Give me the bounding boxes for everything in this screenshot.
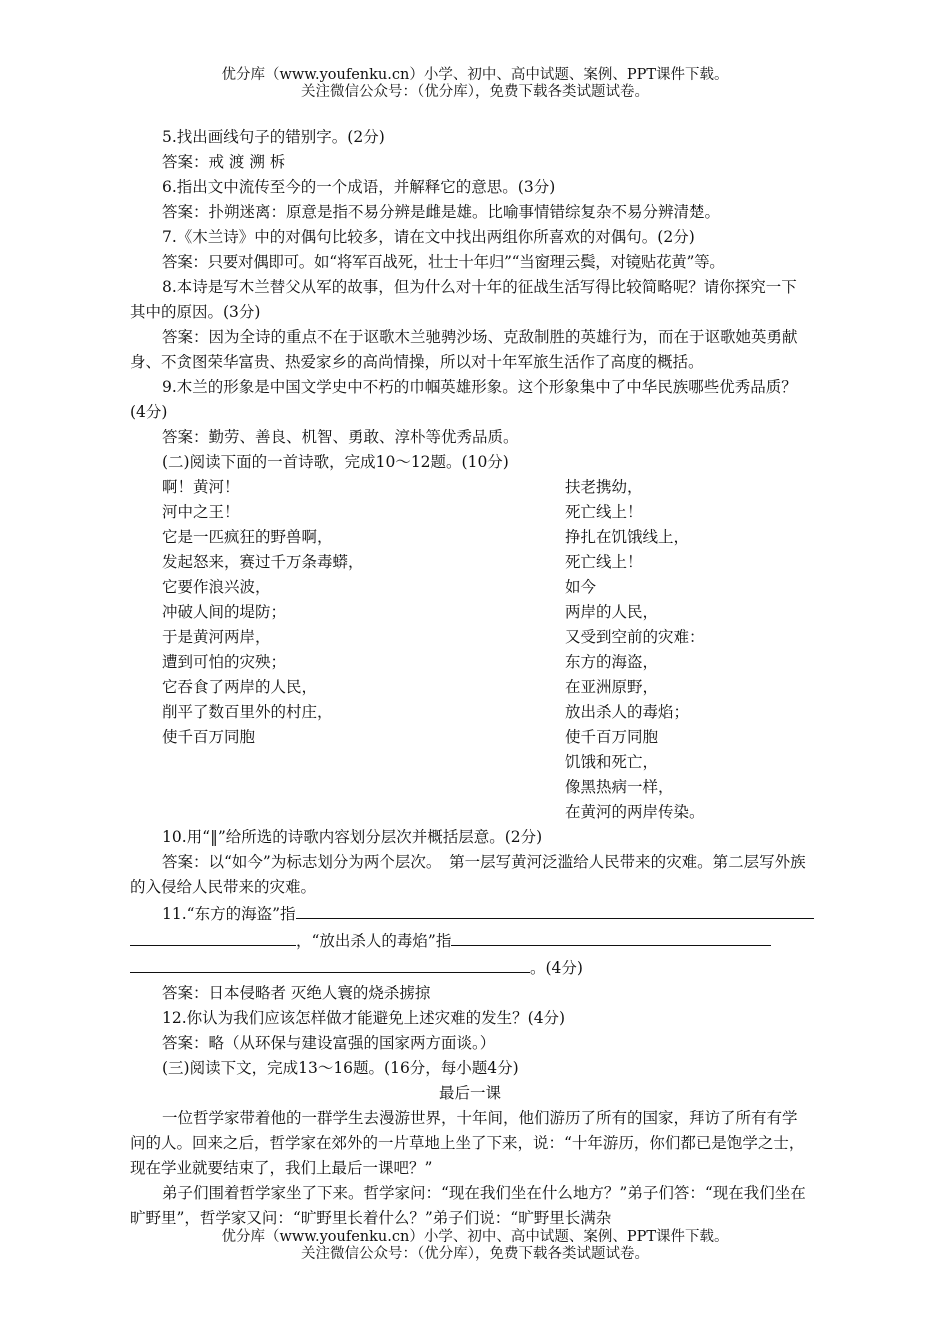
answer-blank-2[interactable] (451, 927, 771, 946)
answer-8: 答案：因为全诗的重点不在于讴歌木兰驰骋沙场、克敌制胜的英雄行为，而在于讴歌她英勇献身、不贪图荣华富贵、热爱家乡的高尚情操，所以对十年军旅生活作了高度的概括。 (130, 328, 798, 371)
document-body (130, 125, 810, 1231)
poem-line: 它要作浪兴波， (162, 578, 271, 596)
poem-line: 在黄河的两岸传染。 (565, 803, 705, 821)
poem-line: 河中之王！ (162, 503, 240, 521)
story-paragraph-2: 弟子们围着哲学家坐了下来。哲学家问：“现在我们坐在什么地方？”弟子们答：“现在我们坐在旷野里”，哲学家又问：“旷野里长着什么？”弟子们说：“旷野里长满杂 (130, 1184, 806, 1227)
poem-line: 遭到可怕的灾殃； (162, 653, 287, 671)
footer-line-1: 优分库（www.youfenku.cn）小学、初中、高中试题、案例、PPT课件下载。 (221, 1229, 729, 1245)
question-11 (130, 900, 810, 981)
answer-10: 答案：以“如今”为标志划分为两个层次。 第一层写黄河泛滥给人民带来的灾难。第二层写外族的入侵给人民带来的灾难。 (130, 853, 806, 896)
poem-line: 它是一匹疯狂的野兽啊， (162, 528, 333, 546)
question-11-text-2: ，“放出杀人的毒焰”指 (296, 932, 452, 950)
footer-line-2: 关注微信公众号：（优分库），免费下载各类试题试卷。 (301, 1246, 649, 1262)
poem-line: 冲破人间的堤防； (162, 603, 287, 621)
poem-left-column (162, 475, 364, 750)
poem-line: 使千百万同胞 (162, 728, 256, 746)
answer-blank-1[interactable] (296, 900, 814, 919)
poem-line: 啊！黄河！ (162, 478, 240, 496)
poem-line: 又受到空前的灾难： (565, 628, 705, 646)
answer-6: 答案：扑朔迷离：原意是指不易分辨是雌是雄。比喻事情错综复杂不易分辨清楚。 (162, 203, 721, 221)
question-7: 7.《木兰诗》中的对偶句比较多，请在文中找出两组你所喜欢的对偶句。(2分) (162, 228, 695, 246)
section-3-heading: (三)阅读下文，完成13～16题。(16分，每小题4分) (162, 1059, 519, 1077)
poem-line: 使千百万同胞 (565, 728, 659, 746)
poem-line: 放出杀人的毒焰； (565, 703, 690, 721)
poem-line: 如今 (565, 578, 597, 596)
answer-11: 答案：日本侵略者 灭绝人寰的烧杀掳掠 (162, 984, 431, 1002)
question-11-text-3: 。(4分) (530, 959, 583, 977)
page-header (0, 67, 950, 101)
poem-line: 东方的海盗， (565, 653, 659, 671)
question-9: 9.木兰的形象是中国文学史中不朽的巾帼英雄形象。这个形象集中了中华民族哪些优秀品质？(4分) (130, 378, 797, 421)
header-line-2: 关注微信公众号：（优分库），免费下载各类试题试卷。 (301, 84, 649, 100)
question-11-text-1: 11.“东方的海盗”指 (162, 905, 296, 923)
page-footer (0, 1229, 950, 1263)
poem-line: 饥饿和死亡， (565, 753, 659, 771)
poem-line: 于是黄河两岸， (162, 628, 271, 646)
poem-line: 它吞食了两岸的人民， (162, 678, 318, 696)
question-6: 6.指出文中流传至今的一个成语，并解释它的意思。(3分) (162, 178, 556, 196)
section-2-heading: (二)阅读下面的一首诗歌，完成10～12题。(10分) (162, 453, 509, 471)
poem-line: 死亡线上！ (565, 503, 643, 521)
answer-5: 答案：戒 渡 溯 柝 (162, 153, 286, 171)
header-line-1: 优分库（www.youfenku.cn）小学、初中、高中试题、案例、PPT课件下载。 (221, 67, 729, 83)
answer-9: 答案：勤劳、善良、机智、勇敢、淳朴等优秀品质。 (162, 428, 519, 446)
poem-right-column (565, 475, 705, 825)
answer-blank-2-cont[interactable] (130, 954, 530, 973)
poem-line: 像黑热病一样， (565, 778, 674, 796)
answer-12: 答案：略（从环保与建设富强的国家两方面谈。） (162, 1034, 496, 1052)
question-8: 8.本诗是写木兰替父从军的故事，但为什么对十年的征战生活写得比较简略呢？请你探究一下其中的原因。(3分) (130, 278, 797, 321)
answer-blank-1-cont[interactable] (130, 927, 296, 946)
question-10: 10.用“‖”给所选的诗歌内容划分层次并概括层意。(2分) (162, 828, 543, 846)
question-12: 12.你认为我们应该怎样做才能避免上述灾难的发生？(4分) (162, 1009, 566, 1027)
poem-line: 在亚洲原野， (565, 678, 659, 696)
poem-line: 死亡线上！ (565, 553, 643, 571)
poem-line: 两岸的人民， (565, 603, 659, 621)
answer-7: 答案：只要对偶即可。如“将军百战死，壮士十年归”“当窗理云鬓，对镜贴花黄”等。 (162, 253, 725, 271)
poem-line: 削平了数百里外的村庄， (162, 703, 333, 721)
question-5: 5.找出画线句子的错别字。(2分) (162, 128, 385, 146)
story-paragraph-1: 一位哲学家带着他的一群学生去漫游世界，十年间，他们游历了所有的国家，拜访了所有有学问的人。回来之后，哲学家在郊外的一片草地上坐了下来，说：“十年游历，你们都已是饱学之士，现在学业就要结束了，我们上最后一课吧？” (130, 1109, 805, 1177)
poem-line: 发起怒来，赛过千万条毒蟒， (162, 553, 364, 571)
poem-line: 挣扎在饥饿线上， (565, 528, 690, 546)
story-title: 最后一课 (438, 1084, 501, 1102)
poem-line: 扶老携幼， (565, 478, 643, 496)
poem (130, 475, 810, 825)
